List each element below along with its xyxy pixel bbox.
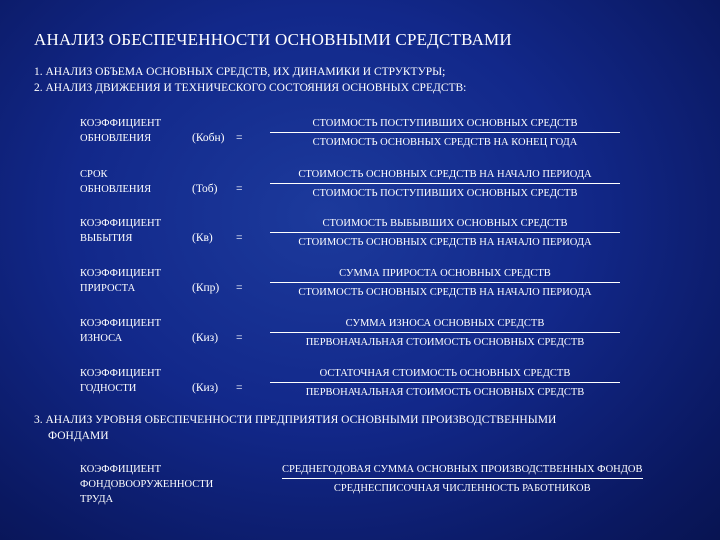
- coefficient-row: [0, 116, 720, 156]
- coefficient-label: [80, 462, 213, 507]
- formula-fraction: [282, 462, 643, 496]
- slide-title: АНАЛИЗ ОБЕСПЕЧЕННОСТИ ОСНОВНЫМИ СРЕДСТВАМИ: [34, 30, 512, 49]
- coefficient-label-line-1: КОЭФФИЦИЕНТ: [80, 268, 162, 279]
- coefficient-symbol: (Тоб): [192, 183, 218, 195]
- formula-numerator: СТОИМОСТЬ ОСНОВНЫХ СРЕДСТВ НА НАЧАЛО ПЕРИОДА: [270, 167, 620, 184]
- formula-numerator: СТОИМОСТЬ ВЫБЫВШИХ ОСНОВНЫХ СРЕДСТВ: [270, 216, 620, 233]
- equals-sign: =: [236, 282, 243, 294]
- coefficient-label-line-2: ИЗНОСА: [80, 333, 123, 344]
- coefficient-label-line-2: ВЫБЫТИЯ: [80, 233, 133, 244]
- formula-fraction: [270, 266, 620, 300]
- section-3-line-1: 3. АНАЛИЗ УРОВНЯ ОБЕСПЕЧЕННОСТИ ПРЕДПРИЯТИЯ ОСНОВНЫМИ ПРОИЗВОДСТВЕННЫМИ: [34, 414, 557, 426]
- coefficient-label-line-1: СРОК: [80, 169, 108, 180]
- equals-sign: =: [236, 232, 243, 244]
- formula-fraction: [270, 167, 620, 201]
- coefficient-label-line-2: ОБНОВЛЕНИЯ: [80, 184, 152, 195]
- coefficient-symbol: (Кпр): [192, 282, 220, 294]
- coefficient-row: [0, 167, 720, 207]
- coefficient-row: [0, 316, 720, 356]
- coefficient-row: [0, 366, 720, 406]
- coefficient-symbol: (Кобн): [192, 132, 225, 144]
- coefficient-label: [80, 167, 151, 197]
- formula-denominator: СТОИМОСТЬ ОСНОВНЫХ СРЕДСТВ НА КОНЕЦ ГОДА: [312, 137, 578, 148]
- coefficient-label-line-1: КОЭФФИЦИЕНТ: [80, 368, 162, 379]
- formula-fraction: [270, 316, 620, 350]
- coefficient-label-line-2: ОБНОВЛЕНИЯ: [80, 133, 152, 144]
- coefficient-label: [80, 266, 161, 296]
- coefficient-label-line-2: ФОНДОВООРУЖЕННОСТИ: [80, 479, 214, 490]
- coefficient-label: [80, 116, 161, 146]
- formula-fraction: [270, 366, 620, 400]
- section-3-line-2: ФОНДАМИ: [48, 430, 109, 442]
- formula-denominator: ПЕРВОНАЧАЛЬНАЯ СТОИМОСТЬ ОСНОВНЫХ СРЕДСТВ: [305, 387, 585, 398]
- formula-fraction: [270, 216, 620, 250]
- coefficient-row: [0, 216, 720, 256]
- coefficient-label-line-1: КОЭФФИЦИЕНТ: [80, 464, 162, 475]
- coefficient-symbol: (Кв): [192, 232, 213, 244]
- formula-denominator: СТОИМОСТЬ ОСНОВНЫХ СРЕДСТВ НА НАЧАЛО ПЕРИОДА: [298, 237, 592, 248]
- equals-sign: =: [236, 132, 243, 144]
- coefficient-label-line-2: ГОДНОСТИ: [80, 383, 137, 394]
- formula-numerator: ОСТАТОЧНАЯ СТОИМОСТЬ ОСНОВНЫХ СРЕДСТВ: [270, 366, 620, 383]
- coefficient-label-line-1: КОЭФФИЦИЕНТ: [80, 318, 162, 329]
- equals-sign: =: [236, 183, 243, 195]
- coefficient-label: [80, 316, 161, 346]
- formula-numerator: СТОИМОСТЬ ПОСТУПИВШИХ ОСНОВНЫХ СРЕДСТВ: [270, 116, 620, 133]
- formula-denominator: СРЕДНЕСПИСОЧНАЯ ЧИСЛЕННОСТЬ РАБОТНИКОВ: [333, 483, 591, 494]
- formula-fraction: [270, 116, 620, 150]
- coefficient-symbol: (Киз): [192, 382, 219, 394]
- formula-denominator: СТОИМОСТЬ ПОСТУПИВШИХ ОСНОВНЫХ СРЕДСТВ: [312, 188, 578, 199]
- equals-sign: =: [236, 332, 243, 344]
- coefficient-label: [80, 366, 161, 396]
- formula-numerator: СРЕДНЕГОДОВАЯ СУММА ОСНОВНЫХ ПРОИЗВОДСТВЕННЫХ ФОНДОВ: [282, 462, 643, 479]
- formula-denominator: ПЕРВОНАЧАЛЬНАЯ СТОИМОСТЬ ОСНОВНЫХ СРЕДСТВ: [305, 337, 585, 348]
- coefficient-row: [0, 266, 720, 306]
- equals-sign: =: [236, 382, 243, 394]
- coefficient-symbol: (Киз): [192, 332, 219, 344]
- coefficient-label-line-1: КОЭФФИЦИЕНТ: [80, 218, 162, 229]
- coefficient-label: [80, 216, 161, 246]
- section-3-heading: [34, 412, 694, 444]
- coefficient-label-line-1: КОЭФФИЦИЕНТ: [80, 118, 162, 129]
- intro-item-1: 1. АНАЛИЗ ОБЪЕМА ОСНОВНЫХ СРЕДСТВ, ИХ ДИНАМИКИ И СТРУКТУРЫ;: [34, 66, 446, 78]
- coefficient-label-line-2: ПРИРОСТА: [80, 283, 136, 294]
- formula-numerator: СУММА ПРИРОСТА ОСНОВНЫХ СРЕДСТВ: [270, 266, 620, 283]
- formula-denominator: СТОИМОСТЬ ОСНОВНЫХ СРЕДСТВ НА НАЧАЛО ПЕРИОДА: [298, 287, 592, 298]
- coefficient-label-line-3: ТРУДА: [80, 494, 114, 505]
- intro-item-2: 2. АНАЛИЗ ДВИЖЕНИЯ И ТЕХНИЧЕСКОГО СОСТОЯНИЯ ОСНОВНЫХ СРЕДСТВ:: [34, 82, 467, 94]
- formula-numerator: СУММА ИЗНОСА ОСНОВНЫХ СРЕДСТВ: [270, 316, 620, 333]
